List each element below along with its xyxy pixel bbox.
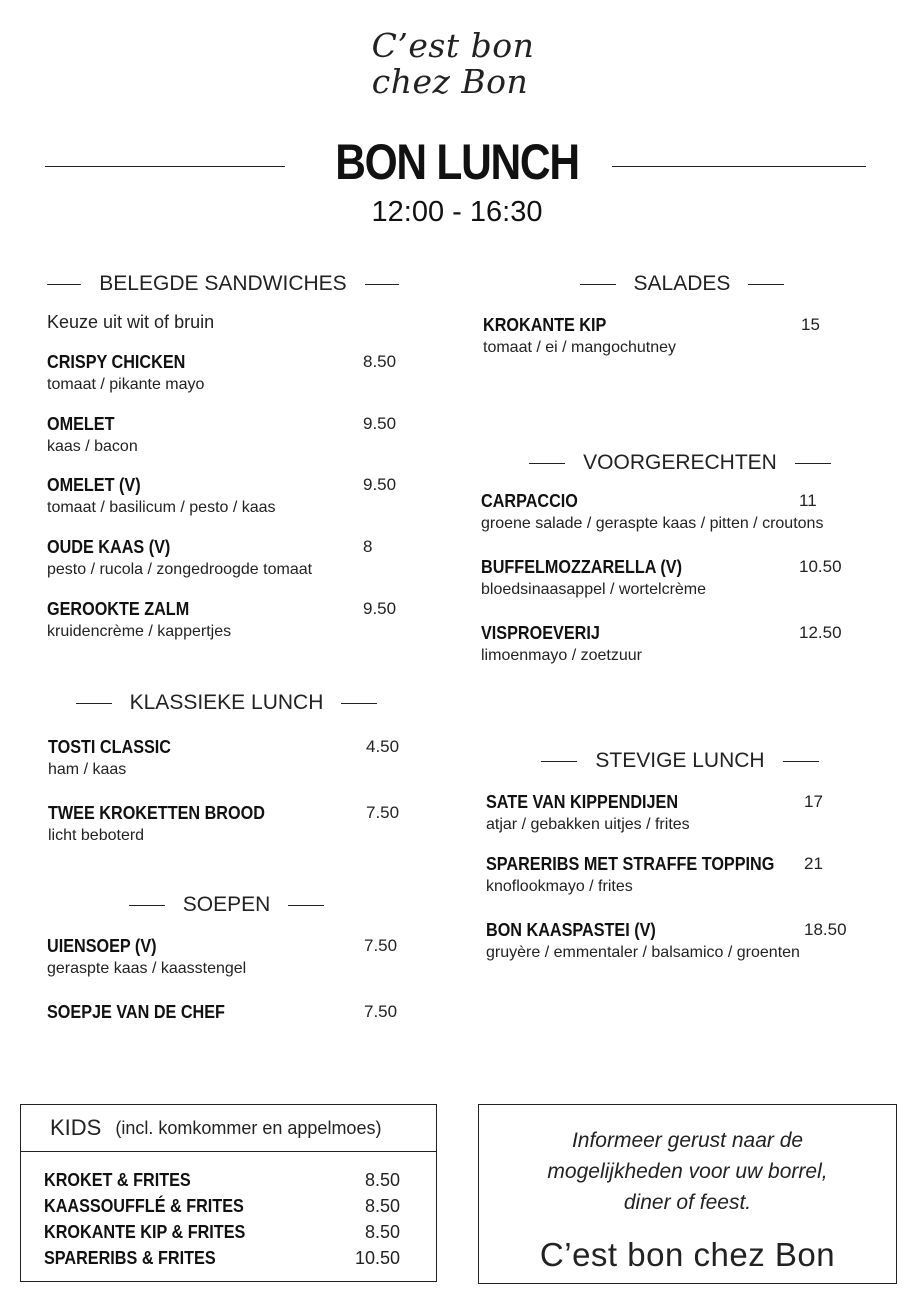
section-header-sandwiches bbox=[47, 271, 399, 297]
item-name: OMELET bbox=[47, 414, 115, 434]
kids-menu-box bbox=[20, 1104, 437, 1282]
item-name: UIENSOEP (V) bbox=[47, 936, 157, 956]
section-title: SOEPEN bbox=[182, 893, 271, 916]
menu-item bbox=[47, 935, 401, 979]
kids-item bbox=[44, 1245, 400, 1271]
item-price: 10.50 bbox=[799, 557, 842, 576]
item-name: CRISPY CHICKEN bbox=[47, 352, 186, 372]
item-description: kaas / bacon bbox=[47, 438, 138, 455]
section-title: KLASSIEKE LUNCH bbox=[129, 691, 324, 714]
kids-title: KIDS bbox=[50, 1115, 102, 1140]
item-name: BON KAASPASTEI (V) bbox=[486, 920, 656, 940]
info-text bbox=[479, 1125, 896, 1218]
menu-item bbox=[47, 536, 399, 580]
kids-subtitle: (incl. komkommer en appelmoes) bbox=[115, 1117, 382, 1138]
item-name: KROKET & FRITES bbox=[44, 1170, 191, 1190]
item-name: OMELET (V) bbox=[47, 475, 141, 495]
section-header-stevige-lunch bbox=[482, 748, 878, 774]
menu-item bbox=[481, 490, 851, 534]
page-title: BON LUNCH bbox=[335, 134, 579, 190]
info-line: diner of feest. bbox=[623, 1191, 752, 1214]
item-description: gruyère / emmentaler / balsamico / groenten bbox=[486, 944, 800, 961]
kids-header bbox=[21, 1105, 436, 1152]
menu-item bbox=[47, 351, 399, 395]
kids-item-list bbox=[44, 1167, 400, 1271]
item-name: KROKANTE KIP & FRITES bbox=[44, 1222, 246, 1242]
section-title: SALADES bbox=[633, 272, 731, 295]
info-box bbox=[478, 1104, 897, 1284]
item-name: SPARERIBS & FRITES bbox=[44, 1248, 216, 1268]
tagline: C’est bon chez Bon bbox=[539, 1236, 836, 1273]
sandwich-bread-note: Keuze uit wit of bruin bbox=[47, 312, 215, 332]
section-title: VOORGERECHTEN bbox=[583, 451, 777, 474]
item-price: 10.50 bbox=[354, 1248, 400, 1268]
item-name: SPARERIBS MET STRAFFE TOPPING bbox=[486, 854, 775, 874]
restaurant-logo bbox=[0, 28, 914, 100]
menu-item bbox=[481, 556, 851, 600]
item-name: KROKANTE KIP bbox=[483, 315, 607, 335]
item-price: 21 bbox=[804, 854, 823, 873]
item-price: 18.50 bbox=[804, 920, 847, 939]
menu-item bbox=[47, 1001, 401, 1023]
item-name: BUFFELMOZZARELLA (V) bbox=[481, 557, 682, 577]
opening-hours: 12:00 - 16:30 bbox=[371, 196, 543, 228]
kids-item bbox=[44, 1193, 400, 1219]
item-description: ham / kaas bbox=[48, 761, 127, 778]
menu-item bbox=[47, 598, 399, 642]
item-description: knoflookmayo / frites bbox=[486, 878, 633, 895]
item-price: 7.50 bbox=[364, 936, 398, 955]
section-header-salades bbox=[482, 271, 882, 297]
item-name: TOSTI CLASSIC bbox=[48, 737, 172, 757]
item-price: 4.50 bbox=[366, 737, 400, 756]
menu-item bbox=[47, 413, 399, 457]
menu-item bbox=[483, 314, 843, 358]
item-name: KAASSOUFFLÉ & FRITES bbox=[44, 1196, 244, 1216]
item-price: 17 bbox=[804, 792, 823, 811]
item-price: 9.50 bbox=[363, 475, 397, 494]
item-description: limoenmayo / zoetzuur bbox=[481, 647, 642, 664]
item-name: TWEE KROKETTEN BROOD bbox=[48, 803, 265, 823]
section-header-klassieke-lunch bbox=[47, 690, 406, 716]
section-title: BELEGDE SANDWICHES bbox=[99, 272, 347, 295]
kids-item bbox=[44, 1219, 400, 1245]
item-name: OUDE KAAS (V) bbox=[47, 537, 171, 557]
item-description: tomaat / ei / mangochutney bbox=[483, 339, 676, 356]
item-name: GEROOKTE ZALM bbox=[47, 599, 190, 619]
item-price: 9.50 bbox=[363, 599, 397, 618]
info-line: Informeer gerust naar de bbox=[571, 1129, 804, 1152]
logo-line-2: chez Bon bbox=[371, 62, 529, 101]
item-price: 11 bbox=[799, 491, 817, 510]
item-price: 7.50 bbox=[364, 1002, 398, 1021]
item-price: 12.50 bbox=[799, 623, 842, 642]
item-description: pesto / rucola / zongedroogde tomaat bbox=[47, 561, 313, 578]
item-price: 7.50 bbox=[366, 803, 400, 822]
menu-item bbox=[486, 853, 856, 897]
item-price: 8.50 bbox=[364, 1196, 400, 1216]
menu-item bbox=[48, 736, 402, 780]
item-price: 8.50 bbox=[363, 352, 397, 371]
menu-item bbox=[47, 474, 399, 518]
item-price: 8 bbox=[363, 537, 373, 556]
logo-line-1: C’est bon bbox=[371, 26, 535, 65]
item-name: VISPROEVERIJ bbox=[481, 623, 600, 643]
item-description: bloedsinaasappel / wortelcrème bbox=[481, 581, 707, 598]
item-price: 15 bbox=[801, 315, 820, 334]
item-price: 8.50 bbox=[364, 1222, 400, 1242]
item-description: tomaat / pikante mayo bbox=[47, 376, 205, 393]
section-title: STEVIGE LUNCH bbox=[595, 749, 765, 772]
item-description: geraspte kaas / kaasstengel bbox=[47, 960, 247, 977]
item-price: 9.50 bbox=[363, 414, 397, 433]
info-line: mogelijkheden voor uw borrel, bbox=[547, 1160, 828, 1183]
item-description: groene salade / geraspte kaas / pitten / croutons bbox=[481, 515, 824, 532]
item-description: atjar / gebakken uitjes / frites bbox=[486, 816, 690, 833]
menu-item bbox=[481, 622, 851, 666]
item-name: CARPACCIO bbox=[481, 491, 578, 511]
item-name: SOEPJE VAN DE CHEF bbox=[47, 1002, 225, 1022]
menu-item bbox=[486, 791, 856, 835]
menu-item bbox=[48, 802, 402, 846]
item-price: 8.50 bbox=[364, 1170, 400, 1190]
item-description: tomaat / basilicum / pesto / kaas bbox=[47, 499, 276, 516]
item-name: SATE VAN KIPPENDIJEN bbox=[486, 792, 679, 812]
section-header-soepen bbox=[47, 892, 406, 918]
menu-item bbox=[486, 919, 856, 963]
item-description: licht beboterd bbox=[48, 827, 145, 844]
item-description: kruidencrème / kappertjes bbox=[47, 623, 232, 640]
section-header-voorgerechten bbox=[482, 450, 878, 476]
kids-item bbox=[44, 1167, 400, 1193]
